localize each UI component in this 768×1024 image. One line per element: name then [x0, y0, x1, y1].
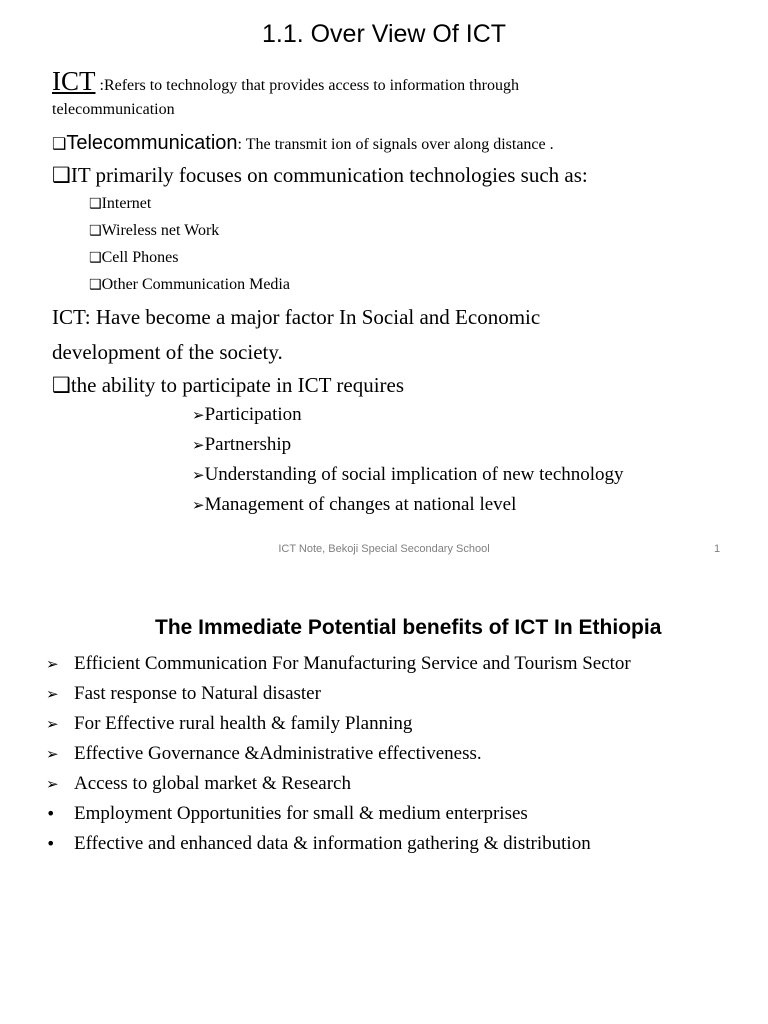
square-bullet-icon: ❑	[89, 196, 102, 212]
benefit-item	[46, 742, 482, 766]
square-bullet-icon: ❑	[89, 277, 102, 293]
telecommunication-term: Telecommunication	[66, 132, 238, 154]
requirement-label: Management of changes at national level	[204, 494, 517, 515]
requirement-label: Partnership	[204, 434, 292, 455]
technology-item	[89, 194, 151, 214]
slide-title: 1.1. Over View Of ICT	[261, 20, 507, 48]
benefit-text: Employment Opportunities for small & medium enterprises	[74, 803, 528, 824]
benefit-item	[46, 802, 528, 826]
arrow-bullet-icon: ➢	[192, 436, 205, 454]
benefit-item	[46, 772, 351, 796]
arrow-bullet-icon: ➢	[46, 685, 59, 703]
benefit-item	[46, 682, 321, 706]
ability-text: the ability to participate in ICT requires	[70, 373, 405, 397]
benefit-text: For Effective rural health & family Planning	[74, 713, 413, 734]
ict-definition-continued: telecommunication	[52, 101, 175, 118]
benefit-text: Fast response to Natural disaster	[74, 683, 321, 704]
dot-bullet-icon: •	[46, 834, 56, 853]
square-bullet-icon: ❑	[89, 223, 102, 239]
benefit-text: Access to global market & Research	[74, 773, 351, 794]
ict-definition-text: :Refers to technology that provides access to information through	[95, 77, 519, 94]
requirement-item	[192, 463, 624, 487]
slide-title: The Immediate Potential benefits of ICT In Ethiopia	[155, 616, 662, 639]
benefit-text: Efficient Communication For Manufacturing Service and Tourism Sector	[74, 653, 631, 674]
benefit-text: Effective Governance &Administrative effectiveness.	[74, 743, 482, 764]
square-bullet-icon: ❑	[89, 250, 102, 266]
slide-footer: ICT Note, Bekoji Special Secondary School	[278, 543, 490, 555]
benefit-text: Effective and enhanced data & information gathering & distribution	[74, 833, 591, 854]
technology-label: Other Communication Media	[101, 276, 290, 293]
benefit-item	[46, 652, 631, 676]
arrow-bullet-icon: ➢	[46, 655, 59, 673]
technology-label: Internet	[101, 195, 152, 212]
arrow-bullet-icon: ➢	[46, 745, 59, 763]
ability-item	[52, 371, 404, 399]
page-number: 1	[714, 543, 721, 555]
technology-item	[89, 221, 219, 241]
requirement-item	[192, 493, 516, 517]
requirement-item	[192, 433, 291, 457]
arrow-bullet-icon: ➢	[46, 715, 59, 733]
requirement-label: Participation	[204, 404, 302, 425]
technology-label: Cell Phones	[101, 249, 179, 266]
square-bullet-icon: ❑	[52, 163, 71, 187]
arrow-bullet-icon: ➢	[192, 406, 205, 424]
technology-item	[89, 275, 290, 295]
requirement-item	[192, 403, 302, 427]
ict-term: ICT	[52, 66, 96, 96]
ict-factor-line-2: development of the society.	[52, 340, 283, 364]
telecommunication-text: : The transmit ion of signals over along distance .	[237, 136, 554, 153]
it-focus-text: IT primarily focuses on communication technologies such as:	[70, 163, 588, 187]
benefit-item	[46, 712, 412, 736]
technology-item	[89, 248, 178, 268]
ict-factor-line-1: ICT: Have become a major factor In Social and Economic	[52, 305, 541, 329]
telecommunication-definition	[52, 130, 554, 158]
benefit-item	[46, 832, 591, 856]
square-bullet-icon: ❑	[52, 134, 67, 153]
dot-bullet-icon: •	[46, 804, 56, 823]
ict-definition	[52, 68, 519, 99]
square-bullet-icon: ❑	[52, 373, 71, 397]
arrow-bullet-icon: ➢	[192, 496, 205, 514]
arrow-bullet-icon: ➢	[192, 466, 205, 484]
requirement-label: Understanding of social implication of new technology	[204, 464, 624, 485]
technology-label: Wireless net Work	[101, 222, 220, 239]
arrow-bullet-icon: ➢	[46, 775, 59, 793]
it-focus-item	[52, 161, 588, 189]
